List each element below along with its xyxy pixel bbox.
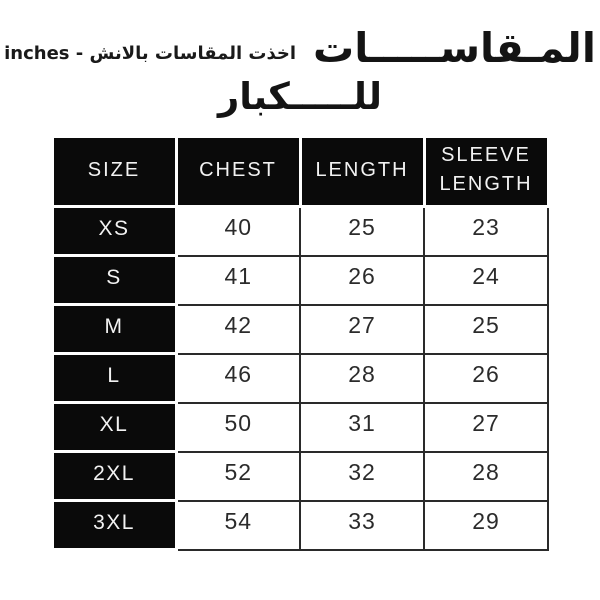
measurement-unit-note: اخذت المقاسات بالانش - inches	[4, 43, 297, 64]
chest-cell: 46	[176, 354, 300, 403]
column-header-length: LENGTH	[300, 137, 424, 207]
chest-cell: 42	[176, 305, 300, 354]
table-row	[52, 403, 548, 452]
sleeve-length-cell: 29	[424, 501, 548, 550]
audience-label-adults: للـــــكبار	[217, 75, 383, 118]
sleeve-length-cell: 24	[424, 256, 548, 305]
table-row	[52, 501, 548, 550]
table-row	[52, 452, 548, 501]
size-cell: 2XL	[52, 452, 176, 501]
size-chart-table	[51, 135, 550, 551]
chest-cell: 54	[176, 501, 300, 550]
sleeve-length-cell: 25	[424, 305, 548, 354]
page-title-arabic: المـقاســـــات	[313, 24, 596, 72]
length-cell: 33	[300, 501, 424, 550]
column-header-chest: CHEST	[176, 137, 300, 207]
sleeve-length-cell: 27	[424, 403, 548, 452]
chest-cell: 52	[176, 452, 300, 501]
chest-cell: 40	[176, 207, 300, 256]
size-cell: XL	[52, 403, 176, 452]
chest-cell: 41	[176, 256, 300, 305]
size-cell: 3XL	[52, 501, 176, 550]
sleeve-length-cell: 23	[424, 207, 548, 256]
size-cell: L	[52, 354, 176, 403]
length-cell: 31	[300, 403, 424, 452]
length-cell: 32	[300, 452, 424, 501]
heading-row	[0, 24, 600, 72]
size-cell: XS	[52, 207, 176, 256]
table-row	[52, 305, 548, 354]
table-row	[52, 256, 548, 305]
length-cell: 25	[300, 207, 424, 256]
sleeve-length-cell: 28	[424, 452, 548, 501]
size-cell: M	[52, 305, 176, 354]
length-cell: 28	[300, 354, 424, 403]
table-row	[52, 207, 548, 256]
chest-cell: 50	[176, 403, 300, 452]
column-header-sleeve-length: SLEEVE LENGTH	[424, 137, 548, 207]
header-row	[52, 137, 548, 207]
sleeve-length-cell: 26	[424, 354, 548, 403]
length-cell: 26	[300, 256, 424, 305]
length-cell: 27	[300, 305, 424, 354]
column-header-size: SIZE	[52, 137, 176, 207]
table-row	[52, 354, 548, 403]
audience-row	[0, 75, 600, 118]
size-cell: S	[52, 256, 176, 305]
